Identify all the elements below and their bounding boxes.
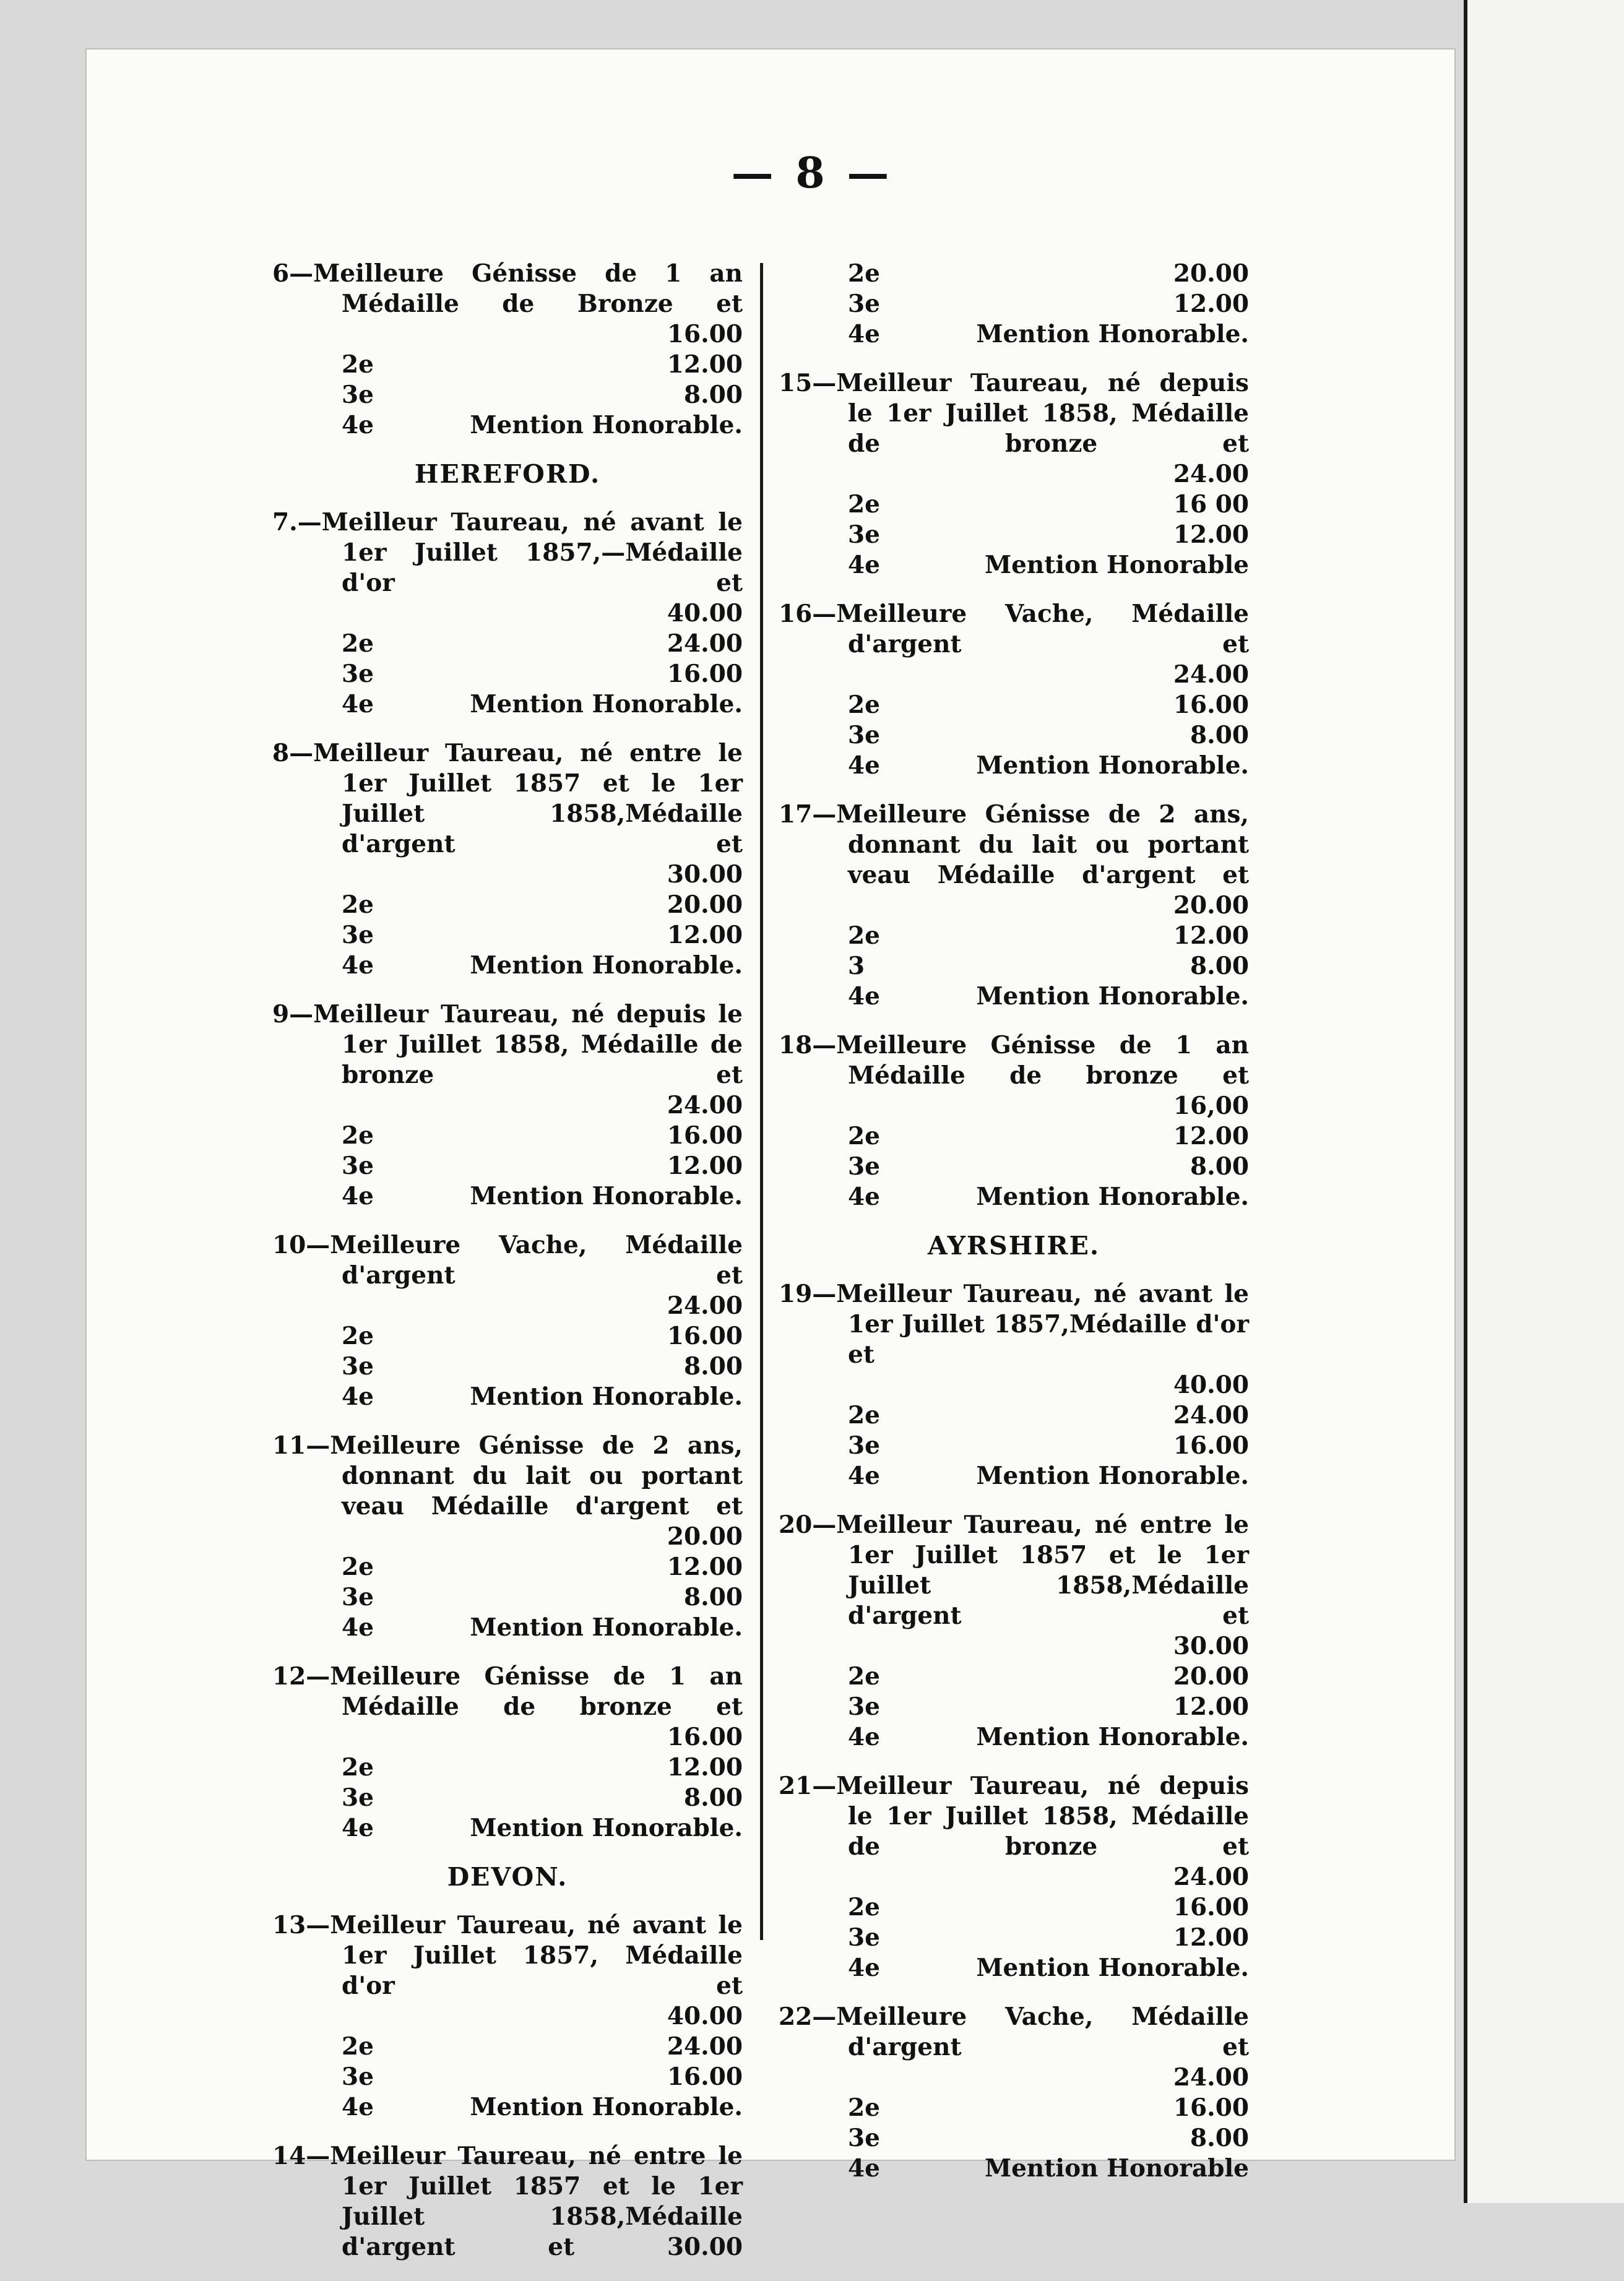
prize-row [272, 2001, 743, 2032]
prize-entry [272, 1431, 743, 1643]
prize-amount: 16.00 [667, 320, 743, 348]
entry-description: 11—Meilleure Génisse de 2 ans, donnant du lait ou portant veau Médaille d'argent et [272, 1431, 743, 1520]
prize-rank [848, 660, 897, 690]
prize-rank: 2e [342, 1553, 374, 1581]
prize-rank: 4e [342, 411, 374, 439]
prize-row [272, 1291, 743, 1321]
prize-rank: 3e [848, 721, 880, 749]
prize-row [272, 410, 743, 441]
prize-rank: 4e [848, 1723, 880, 1751]
prize-amount: 24.00 [1173, 460, 1249, 488]
prize-row [779, 890, 1249, 921]
prize-row [272, 659, 743, 689]
prize-row [272, 1753, 743, 1783]
prize-entry [779, 1279, 1249, 1491]
prize-row [779, 1091, 1249, 1121]
prize-rank: 2e [342, 890, 374, 919]
prize-rank: 3e [848, 520, 880, 549]
prize-rank [342, 598, 391, 629]
prize-row [779, 1400, 1249, 1431]
entry-description: 18—Meilleure Génisse de 1 an Médaille de bronze et [779, 1031, 1249, 1090]
entry-description: 12—Meilleure Génisse de 1 an Médaille de bronze et [272, 1662, 743, 1721]
prize-row [272, 1352, 743, 1382]
prize-rank: 2e [848, 1122, 880, 1150]
right-column [779, 259, 1249, 2202]
prize-rank: 4e [848, 2154, 880, 2183]
prize-amount: Mention Honorable. [976, 1183, 1249, 1211]
prize-amount: 8.00 [1190, 1152, 1249, 1181]
prize-rank: 2e [848, 1401, 880, 1429]
prize-amount: 24.00 [667, 1091, 743, 1119]
prize-row [779, 1152, 1249, 1182]
prize-row [272, 1582, 743, 1613]
prize-row [779, 489, 1249, 520]
prize-entry [779, 800, 1249, 1012]
entry-description: 22—Meilleure Vache, Médaille d'argent et [779, 2003, 1249, 2061]
prize-amount: 12.00 [667, 1753, 743, 1782]
prize-rank: 3e [342, 1783, 374, 1812]
prize-row [779, 720, 1249, 751]
prize-amount: 16.00 [667, 660, 743, 688]
prize-amount: 24.00 [1173, 2063, 1249, 2092]
prize-rank: 4e [848, 1183, 880, 1211]
prize-amount: 16 00 [1173, 490, 1249, 519]
prize-rank [342, 860, 391, 890]
prize-row [779, 951, 1249, 981]
entry-description: 10—Meilleure Vache, Médaille d'argent et [272, 1231, 743, 1290]
prize-rank: 4e [342, 1814, 374, 1842]
prize-row [779, 1953, 1249, 1983]
entry-description: 16—Meilleure Vache, Médaille d'argent et [779, 600, 1249, 658]
prize-entry [272, 507, 743, 720]
prize-row [779, 1662, 1249, 1692]
prize-rank: 2e [848, 691, 880, 719]
prize-amount: 8.00 [684, 1783, 743, 1812]
prize-row [272, 860, 743, 890]
entry-description: 19—Meilleur Taureau, né avant le 1er Juillet 1857,Médaille d'or et [779, 1280, 1249, 1369]
prize-rank: 3e [342, 921, 374, 949]
prize-amount: 12.00 [1173, 520, 1249, 549]
prize-row [272, 319, 743, 350]
prize-amount: Mention Honorable. [470, 1814, 743, 1842]
prize-row [779, 1892, 1249, 1923]
prize-amount: 20.00 [667, 890, 743, 919]
prize-amount: 40.00 [667, 2002, 743, 2030]
prize-rank: 3e [342, 660, 374, 688]
prize-amount: 24.00 [667, 2032, 743, 2061]
prize-rank [848, 1370, 897, 1400]
prize-amount: 8.00 [1190, 952, 1249, 980]
section-heading: AYRSHIRE. [927, 1231, 1100, 1261]
prize-row [272, 1813, 743, 1843]
prize-rank: 2e [342, 1322, 374, 1350]
prize-rank [848, 1862, 897, 1892]
prize-rank [848, 1631, 897, 1662]
prize-rank: 2e [342, 2032, 374, 2061]
prize-row [272, 1552, 743, 1582]
prize-amount: Mention Honorable. [976, 320, 1249, 348]
prize-amount: Mention Honorable. [470, 951, 743, 980]
prize-rank: 3 [848, 952, 865, 980]
prize-entry [779, 1510, 1249, 1753]
prize-amount: 8.00 [684, 381, 743, 409]
prize-row [272, 598, 743, 629]
prize-row [779, 520, 1249, 550]
prize-amount: Mention Honorable. [976, 1723, 1249, 1751]
prize-row [779, 1722, 1249, 1753]
prize-row [272, 1321, 743, 1352]
prize-amount: 12.00 [1173, 1122, 1249, 1150]
prize-rank: 4e [848, 982, 880, 1011]
prize-rank: 2e [848, 921, 880, 950]
prize-row [779, 2063, 1249, 2093]
prize-rank: 4e [342, 690, 374, 718]
prize-row [272, 1522, 743, 1552]
prize-amount: 12.00 [1173, 1692, 1249, 1721]
prize-amount: 24.00 [1173, 1401, 1249, 1429]
column-divider [760, 263, 763, 1940]
prize-entry [272, 999, 743, 1212]
prize-row [779, 1923, 1249, 1953]
prize-amount: 24.00 [667, 629, 743, 658]
prize-row [272, 1151, 743, 1181]
prize-entry [272, 259, 743, 441]
entry-description: 15—Meilleur Taureau, né depuis le 1er Juillet 1858, Médaille de bronze et [779, 369, 1249, 458]
prize-row [779, 289, 1249, 319]
prize-rank [342, 1291, 391, 1321]
prize-row [272, 380, 743, 410]
prize-row [779, 751, 1249, 781]
prize-row [779, 2123, 1249, 2154]
prize-amount: Mention Honorable [984, 551, 1249, 579]
prize-entry [272, 1662, 743, 1843]
prize-rank: 2e [342, 350, 374, 379]
prize-row [272, 629, 743, 659]
prize-row [272, 1783, 743, 1813]
prize-amount: Mention Honorable. [976, 1954, 1249, 1982]
prize-amount: Mention Honorable. [470, 1382, 743, 1411]
entry-description: 13—Meilleur Taureau, né avant le 1er Juillet 1857, Médaille d'or et [272, 1911, 743, 2000]
prize-rank [342, 2001, 391, 2032]
prize-rank: 4e [342, 2093, 374, 2121]
prize-amount: Mention Honorable. [470, 2093, 743, 2121]
prize-amount: 20.00 [1173, 891, 1249, 920]
adjacent-page-edge [1464, 0, 1624, 2203]
prize-rank: 3e [342, 381, 374, 409]
prize-rank: 2e [342, 1753, 374, 1782]
entry-description: 7.—Meilleur Taureau, né avant le 1er Juillet 1857,—Médaille d'or et [272, 508, 743, 597]
prize-rank: 3e [342, 1152, 374, 1180]
prize-row [272, 689, 743, 720]
entry-description: 21—Meilleur Taureau, né depuis le 1er Juillet 1858, Médaille de bronze et [779, 1772, 1249, 1861]
page-number: — 8 — [731, 149, 893, 198]
prize-amount: Mention Honorable. [470, 411, 743, 439]
prize-row [779, 2154, 1249, 2184]
prize-row [779, 1431, 1249, 1461]
prize-row [272, 350, 743, 380]
prize-row [272, 2092, 743, 2123]
prize-amount: 12.00 [667, 921, 743, 949]
prize-rank [342, 1522, 391, 1552]
prize-amount: 12.00 [1173, 921, 1249, 950]
prize-rank: 4e [848, 751, 880, 780]
entry-description: 6—Meilleure Génisse de 1 an Médaille de Bronze et [272, 259, 743, 318]
prize-rank: 4e [848, 1462, 880, 1490]
prize-amount: 16.00 [1173, 691, 1249, 719]
prize-rank: 3e [848, 290, 880, 318]
prize-row [272, 1613, 743, 1643]
prize-rank [848, 2063, 897, 2093]
prize-rank: 3e [848, 2124, 880, 2152]
prize-entry [272, 2141, 743, 2262]
prize-entry [779, 1030, 1249, 1212]
entry-description: 8—Meilleur Taureau, né entre le 1er Juillet 1857 et le 1er Juillet 1858,Médaille d'argent et [272, 739, 743, 858]
prize-rank: 3e [848, 1692, 880, 1721]
entry-description: 17—Meilleure Génisse de 2 ans, donnant du lait ou portant veau Médaille d'argent et [779, 800, 1249, 889]
left-column [272, 259, 743, 2281]
prize-row [272, 951, 743, 981]
prize-row [779, 921, 1249, 951]
prize-row [272, 1121, 743, 1151]
prize-row [272, 920, 743, 951]
prize-amount: Mention Honorable. [470, 1182, 743, 1210]
prize-amount: 24.00 [1173, 1863, 1249, 1891]
prize-entry [779, 2002, 1249, 2184]
prize-amount: Mention Honorable. [976, 982, 1249, 1011]
prize-amount: 16.00 [667, 1322, 743, 1350]
prize-rank: 3e [342, 2063, 374, 2091]
entry-description: 14—Meilleur Taureau, né entre le 1er Juillet 1857 et le 1er Juillet 1858,Médaille d'argent et 30.00 [272, 2142, 743, 2261]
prize-rank [848, 1091, 897, 1121]
prize-amount: 8.00 [684, 1583, 743, 1611]
prize-amount: 20.00 [1173, 1662, 1249, 1691]
prize-rank [848, 459, 897, 489]
prize-amount: 20.00 [667, 1522, 743, 1551]
prize-rank: 4e [848, 551, 880, 579]
prize-amount: 8.00 [684, 1352, 743, 1381]
prize-rank: 2e [848, 490, 880, 519]
prize-amount: 12.00 [667, 1152, 743, 1180]
prize-entry [779, 259, 1249, 350]
prize-rank [848, 890, 897, 921]
prize-amount: 12.00 [667, 1553, 743, 1581]
prize-amount: Mention Honorable. [470, 1613, 743, 1642]
prize-row [779, 1631, 1249, 1662]
prize-row [272, 1090, 743, 1121]
prize-rank: 4e [848, 320, 880, 348]
section-heading: DEVON. [447, 1862, 568, 1892]
prize-row [779, 690, 1249, 720]
prize-rank: 3e [848, 1152, 880, 1181]
prize-amount: 16.00 [667, 1723, 743, 1751]
prize-row [272, 1181, 743, 1212]
prize-row [779, 1182, 1249, 1212]
prize-entry [779, 1771, 1249, 1983]
prize-amount: 8.00 [1190, 2124, 1249, 2152]
prize-amount: 12.00 [667, 350, 743, 379]
prize-amount: 30.00 [1173, 1632, 1249, 1660]
prize-rank: 4e [342, 951, 374, 980]
prize-rank: 2e [848, 1893, 880, 1921]
prize-row [779, 660, 1249, 690]
prize-row [779, 1121, 1249, 1152]
prize-row [779, 1862, 1249, 1892]
prize-amount: 16.00 [667, 1121, 743, 1150]
prize-row [779, 1461, 1249, 1491]
prize-amount: 12.00 [1173, 290, 1249, 318]
prize-amount: 8.00 [1190, 721, 1249, 749]
prize-amount: 30.00 [667, 860, 743, 889]
prize-amount: 24.00 [1173, 660, 1249, 689]
prize-entry [272, 1230, 743, 1412]
prize-rank: 4e [342, 1182, 374, 1210]
prize-row [779, 259, 1249, 289]
prize-row [779, 550, 1249, 580]
prize-row [779, 319, 1249, 350]
prize-rank: 2e [342, 1121, 374, 1150]
prize-rank [342, 319, 391, 350]
prize-rank: 2e [848, 1662, 880, 1691]
prize-amount: 20.00 [1173, 259, 1249, 288]
prize-rank: 3e [848, 1923, 880, 1952]
prize-rank: 4e [342, 1382, 374, 1411]
prize-row [779, 1370, 1249, 1400]
prize-rank: 2e [848, 259, 880, 288]
prize-row [779, 1692, 1249, 1722]
prize-row [272, 1722, 743, 1753]
prize-rank [342, 1090, 391, 1121]
prize-entry [779, 368, 1249, 580]
prize-row [272, 2062, 743, 2092]
prize-amount: 16.00 [1173, 1893, 1249, 1921]
prize-amount: Mention Honorable [984, 2154, 1249, 2183]
prize-rank [342, 1722, 391, 1753]
prize-row [272, 1382, 743, 1412]
prize-entry [779, 599, 1249, 781]
prize-amount: 24.00 [667, 1291, 743, 1320]
prize-amount: 40.00 [1173, 1371, 1249, 1399]
prize-rank: 2e [848, 2093, 880, 2122]
prize-rank: 3e [848, 1431, 880, 1460]
entry-description: 9—Meilleur Taureau, né depuis le 1er Juillet 1858, Médaille de bronze et [272, 1000, 743, 1089]
prize-amount: 16,00 [1173, 1092, 1249, 1120]
prize-row [272, 2032, 743, 2062]
prize-amount: 16.00 [1173, 1431, 1249, 1460]
prize-rank: 2e [342, 629, 374, 658]
prize-row [779, 981, 1249, 1012]
prize-rank: 3e [342, 1583, 374, 1611]
prize-entry [272, 738, 743, 981]
prize-amount: 16.00 [1173, 2093, 1249, 2122]
prize-row [272, 890, 743, 920]
prize-row [779, 2093, 1249, 2123]
prize-rank: 3e [342, 1352, 374, 1381]
prize-rank: 4e [342, 1613, 374, 1642]
entry-description: 20—Meilleur Taureau, né entre le 1er Juillet 1857 et le 1er Juillet 1858,Médaille d'argent et [779, 1511, 1249, 1630]
prize-amount: Mention Honorable. [976, 1462, 1249, 1490]
section-heading: HEREFORD. [414, 459, 601, 489]
prize-entry [272, 1910, 743, 2123]
prize-rank: 4e [848, 1954, 880, 1982]
prize-row [779, 459, 1249, 489]
prize-amount: Mention Honorable. [976, 751, 1249, 780]
prize-amount: 16.00 [667, 2063, 743, 2091]
prize-amount: Mention Honorable. [470, 690, 743, 718]
prize-amount: 40.00 [667, 599, 743, 627]
prize-amount: 12.00 [1173, 1923, 1249, 1952]
